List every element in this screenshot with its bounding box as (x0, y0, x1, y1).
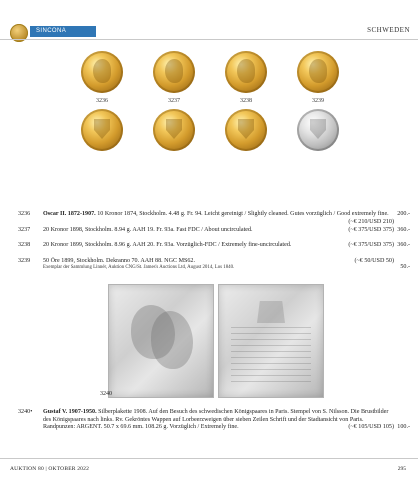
lot-description: 10 Kronor 1874, Stockholm. 4.48 g. Fr. 94. Leicht gereinigt / Slightly cleaned. Gutes vorzüglich / Good extremely fine. (97, 211, 389, 217)
coin-obverse-3238 (225, 51, 267, 93)
lot-title: Gustaf V. 1907-1950. (43, 409, 97, 415)
lot-list-2 (18, 409, 410, 440)
lot-price: 50.- (400, 264, 410, 270)
plaque-inscription (231, 327, 311, 387)
footer-divider (0, 458, 418, 459)
lot-body (43, 409, 394, 432)
coins-grid (72, 51, 344, 203)
coin-column-3239 (288, 51, 348, 151)
lot-number: 3237 (18, 226, 31, 233)
lot-estimate: (~€ 375/USD 375) (348, 226, 394, 233)
crest-icon (257, 301, 285, 323)
lot-description: Silberplakette 1908. Auf den Besuch des schwedischen Königspaares in Paris. Stempel von S. Nilsson. Die Brustbilder des Königspaares nach links. Rv. Gekröntes Wappen auf Lorbeerzweigen über sieben Zeilen Schrift und der Stadtansicht von Paris. Randpunzen: ARGENT. 50.7 x 69.6 mm. 108.26 g. Vorzüglich / Extremely fine. (43, 409, 389, 430)
lot-number: 3240• (18, 409, 33, 415)
coin-reverse-3238 (225, 109, 267, 151)
lot-body (43, 227, 394, 235)
lot-estimate: (~€ 375/USD 375) (348, 242, 394, 248)
coin-obverse-3239 (297, 51, 339, 93)
lot-body (43, 211, 394, 225)
lot-title: Oscar II. 1872-1907. (43, 211, 96, 217)
plaque-images (108, 284, 324, 396)
coin-reverse-3239 (297, 109, 339, 151)
plaque-reverse (218, 284, 324, 398)
header-divider (0, 39, 418, 40)
page-header (0, 0, 418, 46)
brand-label: SINCONA (30, 26, 96, 37)
coin-reverse-3236 (81, 109, 123, 151)
lot-number: 3239 (18, 257, 31, 264)
lot-number: 3238 (18, 242, 31, 248)
footer-auction-info: AUKTION 80 | OKTOBER 2022 (10, 466, 90, 472)
lot-estimate: (~€ 210/USD 210) (348, 218, 394, 225)
lot-3236 (18, 211, 410, 225)
lot-description: 20 Kronor 1898, Stockholm. 8.94 g. AAH 19. Fr. 93a. Fast FDC / About uncirculated. (43, 226, 253, 233)
lot-price: 360.- (397, 226, 410, 233)
coin-column-3237 (144, 51, 204, 151)
country-title: SCHWEDEN (367, 26, 410, 34)
coin-column-3238 (216, 51, 276, 151)
lot-provenance-note: Exemplar der Sammlung Linnér, Auktion CNG/St. James's Auctions Ltd, August 2014, Los 1840. (43, 265, 235, 270)
page-footer (0, 458, 418, 480)
lot-estimate: (~€ 50/USD 50) (354, 257, 394, 264)
coin-number: 3236 (96, 98, 108, 104)
lot-3239 (18, 258, 410, 272)
lot-3238 (18, 242, 410, 250)
coin-number: 3238 (240, 98, 252, 104)
lot-body (43, 242, 394, 250)
coin-column-3236 (72, 51, 132, 151)
coin-number: 3237 (168, 98, 180, 104)
lot-list (18, 211, 410, 280)
lot-estimate: (~€ 105/USD 105) (348, 424, 394, 430)
lot-price: 100.- (397, 424, 410, 430)
bust-portrait-icon (151, 311, 193, 369)
lot-description: 20 Kronor 1899, Stockholm. 8.96 g. AAH 20. Fr. 93a. Vorzüglich-FDC / Extremely fine-uncirculated. (43, 242, 292, 248)
coin-reverse-3237 (153, 109, 195, 151)
coin-obverse-3236 (81, 51, 123, 93)
page-number: 295 (397, 466, 406, 472)
lot-price: 200.- (397, 211, 410, 217)
coin-obverse-3237 (153, 51, 195, 93)
coin-number: 3239 (312, 98, 324, 104)
lot-price: 360.- (397, 242, 410, 248)
plaque-obverse (108, 284, 214, 398)
plaque-lot-label: 3240 (100, 391, 112, 397)
lot-body (43, 258, 394, 266)
lot-description: 50 Öre 1899, Stockholm. Dekranno 70. AAH 88. NGC MS62. (43, 257, 195, 264)
lot-number: 3236 (18, 211, 31, 217)
lot-3240 (18, 409, 410, 432)
lot-3237 (18, 227, 410, 235)
